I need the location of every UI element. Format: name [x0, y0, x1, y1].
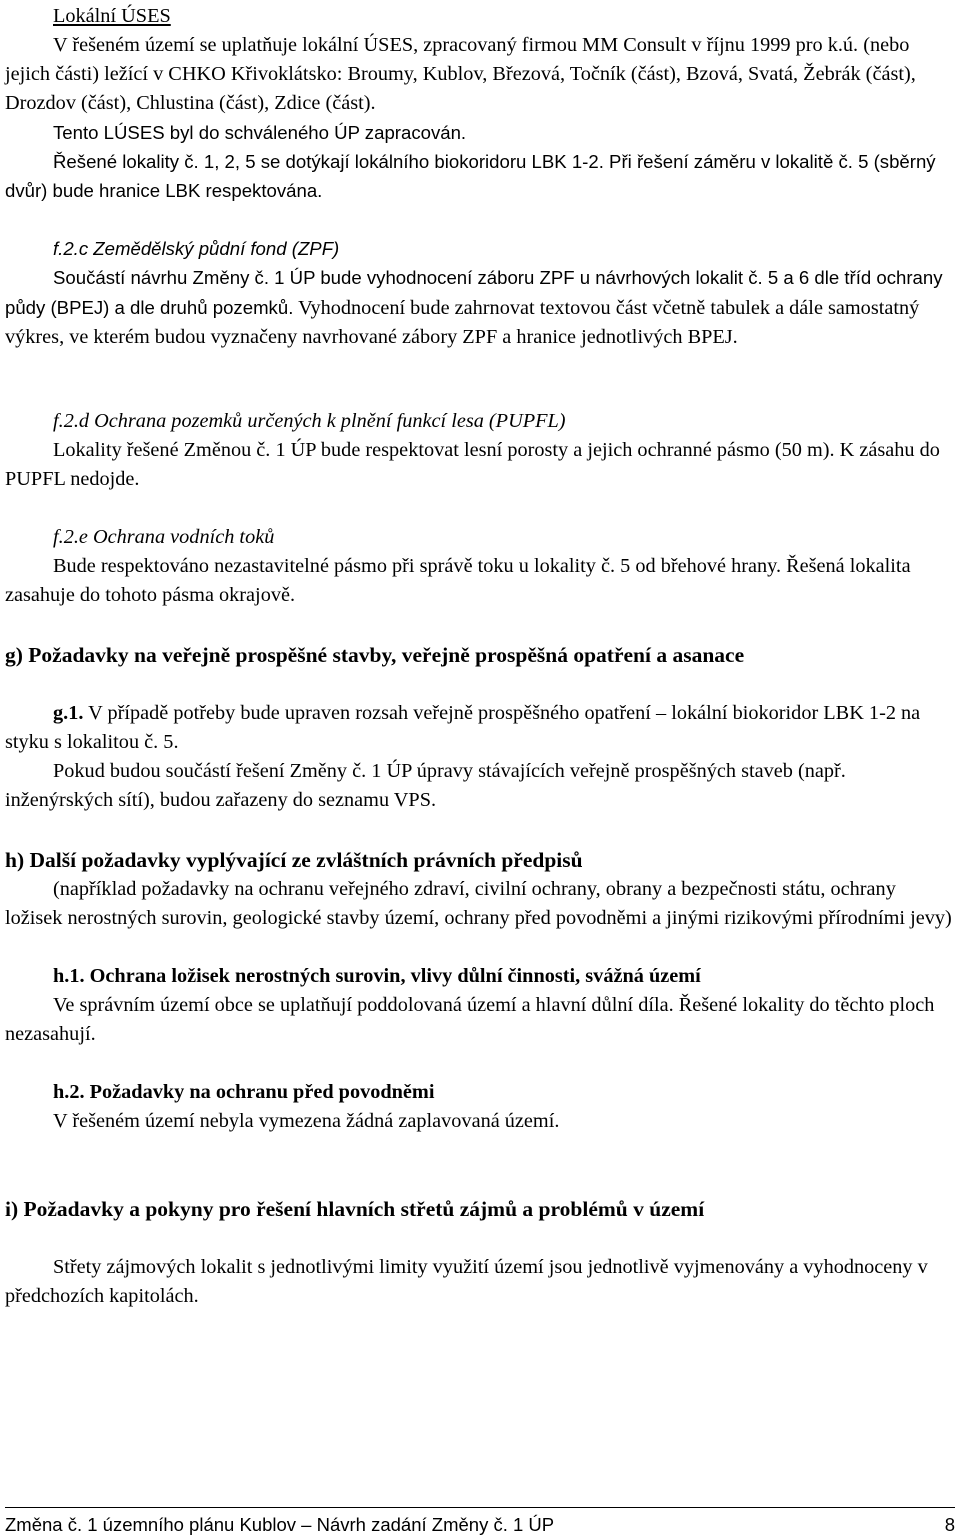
paragraph: Tento LÚSES byl do schváleného ÚP zapracován.: [53, 122, 467, 143]
paragraph: (například požadavky na ochranu veřejného zdraví, civilní ochrany, obrany a bezpečnosti státu, ochrany ložisek nerostných surovin, geologické stavby území, ochrany před povodněmi a jinými rizikovými přírodními jevy): [5, 878, 952, 929]
section-i: [5, 1195, 955, 1311]
paragraph-part: Vyhodnocení bude zahrnovat textovou část včetně tabulek a dále samostatný výkres, ve kterém budou vyznačeny navrhované zábory ZPF a hranice jednotlivých BPEJ.: [5, 297, 920, 348]
paragraph: Pokud budou součástí řešení Změny č. 1 ÚP úpravy stávajících veřejně prospěšných staveb (např. inženýrských sítí), budou zařazeny do seznamu VPS.: [5, 760, 846, 811]
paragraph: Lokality řešené Změnou č. 1 ÚP bude respektovat lesní porosty a jejich ochranné pásmo (50 m). K zásahu do PUPFL nedojde.: [5, 439, 940, 490]
section-vodni-toky: [5, 523, 955, 610]
paragraph: Ve správním území obce se uplatňují poddolovaná území a hlavní důlní díla. Řešené lokality do těchto ploch nezasahují.: [5, 994, 935, 1045]
paragraph: [5, 699, 955, 757]
page-number: 8: [944, 1514, 955, 1535]
paragraph-part: V případě potřeby bude upraven rozsah veřejně prospěšného opatření – lokální biokoridor LBK 1-2 na styku s lokalitou č. 5.: [5, 702, 921, 753]
paragraph-part: Součástí návrhu Změny č. 1 ÚP bude vyhodnocení záboru ZPF u návrhových lokalit č. 5 a 6 dle tříd ochrany půdy (BPEJ) a dle druhů pozemků.: [5, 267, 943, 318]
paragraph: Bude respektováno nezastavitelné pásmo při správě toku u lokality č. 5 od břehové hrany. Řešená lokalita zasahuje do tohoto pásma okrajově.: [5, 555, 911, 606]
chapter-heading: i) Požadavky a pokyny pro řešení hlavních střetů zájmů a problémů v území: [5, 1197, 705, 1221]
section-title: f.2.c Zemědělský půdní fond (ZPF): [53, 238, 340, 259]
section-title: f.2.e Ochrana vodních toků: [53, 526, 275, 548]
section-pupfl: [5, 407, 955, 494]
paragraph: V řešeném území se uplatňuje lokální ÚSES, zpracovaný firmou MM Consult v říjnu 1999 pro k.ú. (nebo jejich části) ležící v CHKO Křivoklátsko: Broumy, Kublov, Březová, Točník (část), Bzová, Svatá, Žebrák (část), Drozdov (část), Chlustina (část), Zdice (část).: [5, 34, 916, 114]
footer-title: Změna č. 1 územního plánu Kublov – Návrh zadání Změny č. 1 ÚP: [5, 1514, 555, 1535]
paragraph: Řešené lokality č. 1, 2, 5 se dotýkají lokálního biokoridoru LBK 1-2. Při řešení záměru v lokalitě č. 5 (sběrný dvůr) bude hranice LBK respektována.: [5, 151, 936, 201]
section-title: f.2.d Ochrana pozemků určených k plnění funkcí lesa (PUPFL): [53, 410, 566, 432]
section-h: [5, 846, 955, 1136]
paragraph: Střety zájmových lokalit s jednotlivými limity využití území jsou jednotlivě vyjmenovány a vyhodnoceny v předchozích kapitolách.: [5, 1256, 928, 1307]
section-g: [5, 641, 955, 815]
paragraph-label: g.1.: [53, 702, 84, 724]
section-lokalni-uses: [5, 2, 955, 205]
paragraph: V řešeném území nebyla vymezena žádná zaplavovaná území.: [53, 1110, 560, 1132]
subsection-title: h.1. Ochrana ložisek nerostných surovin, vlivy důlní činnosti, svážná území: [53, 965, 701, 987]
chapter-heading: h) Další požadavky vyplývající ze zvláštních právních předpisů: [5, 848, 583, 872]
chapter-heading: g) Požadavky na veřejně prospěšné stavby, veřejně prospěšná opatření a asanace: [5, 643, 745, 667]
subsection-title: h.2. Požadavky na ochranu před povodněmi: [53, 1081, 435, 1103]
section-title: Lokální ÚSES: [53, 5, 171, 27]
page-footer: [5, 1507, 955, 1538]
section-zpf: [5, 234, 955, 352]
paragraph: [5, 263, 955, 352]
